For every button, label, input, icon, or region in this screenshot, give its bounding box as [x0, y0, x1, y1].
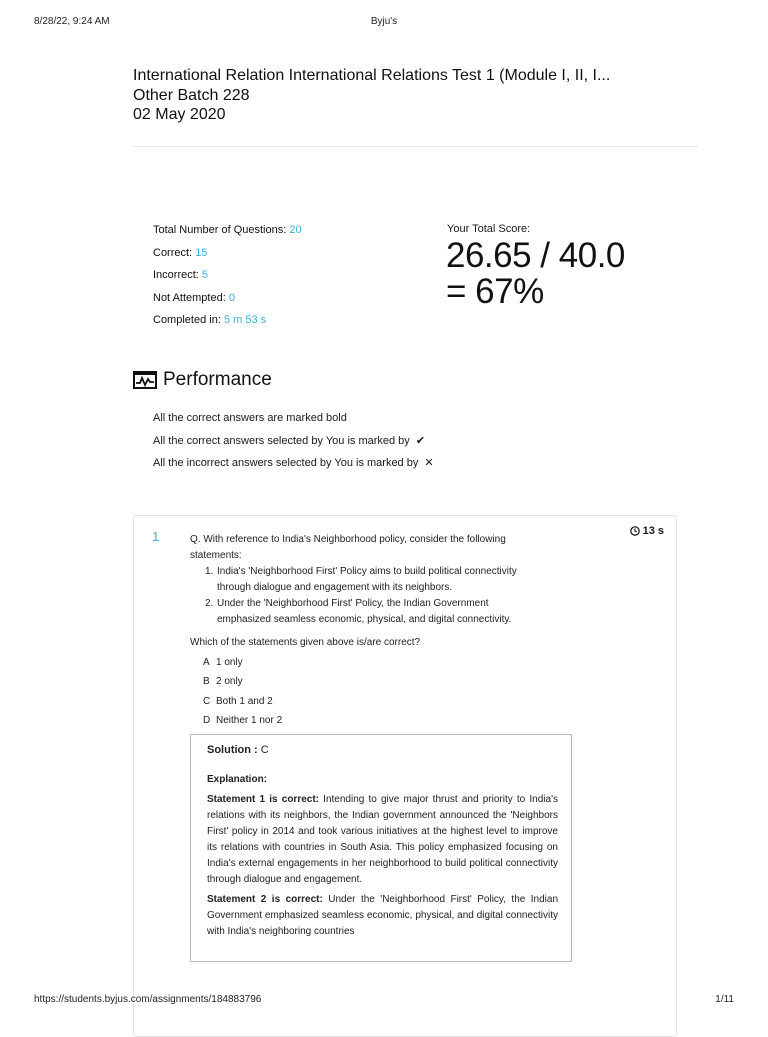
stat-completed-value: 5 m 53 s — [223, 314, 267, 327]
test-date: 02 May 2020 — [133, 106, 226, 123]
statement-list — [190, 564, 550, 628]
option-text: 1 only — [216, 657, 243, 668]
legend-incorrect-text: All the incorrect answers selected by You is marked by — [153, 457, 419, 470]
total-score-percent: = 67% — [446, 272, 544, 311]
statement-text: India's 'Neighborhood First' Policy aims to build political connectivity — [217, 566, 517, 577]
test-title-block — [133, 66, 693, 125]
stat-total-label: Total Number of Questions: — [153, 224, 287, 236]
option-letter: A — [203, 657, 210, 668]
question-body — [190, 532, 550, 731]
performance-chart-icon — [133, 371, 157, 389]
option-letter: D — [203, 714, 211, 726]
statement-number: 2. — [205, 598, 214, 609]
statement-number: 1. — [205, 566, 214, 577]
option-letter: B — [203, 676, 210, 688]
option-a[interactable] — [190, 654, 550, 673]
statement-item — [205, 596, 550, 628]
print-timestamp: 8/28/22, 9:24 AM — [34, 16, 110, 27]
stat-correct-label: Correct: — [153, 246, 193, 259]
cross-icon: ✕ — [424, 457, 434, 470]
stat-not-attempted-label: Not Attempted: — [153, 291, 226, 304]
question-number: 1 — [152, 529, 160, 544]
stat-total-value: 20 — [289, 224, 302, 236]
stat-incorrect-value: 5 — [201, 269, 209, 282]
statement-2-text: Under the 'Neighborhood First' Policy, the Indian Government emphasized seamless economic, physical, and digital connectivity with India's neighboring countries — [207, 894, 558, 937]
stat-incorrect — [153, 267, 302, 290]
clock-icon — [630, 526, 640, 536]
solution-answer: C — [260, 744, 269, 756]
explanation-label: Explanation: — [207, 774, 268, 785]
total-score-value: 26.65 / 40.0 — [446, 236, 625, 275]
stat-completed — [153, 312, 302, 335]
statement-2-label: Statement 2 is correct: — [207, 894, 323, 905]
statement-text: through dialogue and engagement with its neighbors. — [217, 582, 453, 593]
stat-incorrect-label: Incorrect: — [153, 269, 199, 282]
question-card — [133, 515, 677, 1037]
question-ask: Which of the statements given above is/are correct? — [190, 637, 421, 648]
option-text: Both 1 and 2 — [216, 695, 273, 707]
option-text: Neither 1 nor 2 — [216, 714, 283, 726]
stat-completed-label: Completed in: — [153, 314, 221, 327]
total-score — [446, 238, 625, 310]
title-divider — [133, 146, 698, 147]
print-page-number: 1/11 — [715, 994, 734, 1005]
print-site-name: Byju's — [370, 16, 398, 27]
option-list — [190, 654, 550, 731]
print-url: https://students.byjus.com/assignments/184883796 — [34, 994, 262, 1005]
question-text-line1: Q. With reference to India's Neighborhood policy, consider the following — [190, 534, 506, 545]
legend-correct-text: All the correct answers selected by You is marked by — [153, 434, 410, 447]
legend-incorrect-note — [153, 455, 434, 478]
option-b[interactable] — [190, 673, 550, 692]
performance-title: Performance — [163, 369, 272, 390]
checkmark-icon: ✔ — [415, 434, 426, 447]
test-stats — [153, 222, 302, 335]
test-title: International Relation International Relations Test 1 (Module I, II, I... — [133, 67, 611, 84]
legend-bold-note: All the correct answers are marked bold — [153, 412, 347, 424]
option-c[interactable] — [190, 693, 550, 712]
performance-legend — [153, 410, 434, 478]
question-time-value: 13 s — [642, 525, 664, 537]
stat-total — [153, 222, 302, 245]
question-text-line2: statements: — [190, 550, 242, 561]
stat-not-attempted — [153, 290, 302, 313]
statement-2-explanation — [207, 892, 558, 940]
stat-not-attempted-value: 0 — [228, 291, 235, 304]
solution-heading — [207, 742, 558, 762]
performance-heading — [133, 368, 272, 392]
stat-correct — [153, 245, 302, 268]
statement-item — [205, 564, 550, 596]
test-batch: Other Batch 228 — [133, 86, 250, 104]
statement-text: emphasized seamless economic, physical, and digital connectivity. — [217, 614, 512, 625]
statement-1-label: Statement 1 is correct: — [207, 794, 319, 805]
option-d[interactable] — [190, 712, 550, 731]
solution-box — [190, 734, 572, 962]
statement-1-text: Intending to give major thrust and priority to India's relations with its neighbors, the Indian government announced the 'Neighbors First' policy in 2014 and took various initiatives at the highest level to improve its relations with countries in South Asia. This policy emphasized focusing on India's external engagements in her neighborhood to build political connectivity through dialogue and engagement. — [207, 794, 558, 885]
question-time — [630, 525, 664, 537]
statement-1-explanation — [207, 792, 558, 888]
total-score-label: Your Total Score: — [447, 223, 531, 235]
option-text: 2 only — [216, 676, 243, 688]
solution-label: Solution : — [207, 744, 258, 756]
statement-text: Under the 'Neighborhood First' Policy, the Indian Government — [217, 598, 489, 609]
option-letter: C — [203, 695, 211, 707]
legend-correct-note — [153, 433, 434, 456]
stat-correct-value: 15 — [195, 246, 208, 259]
